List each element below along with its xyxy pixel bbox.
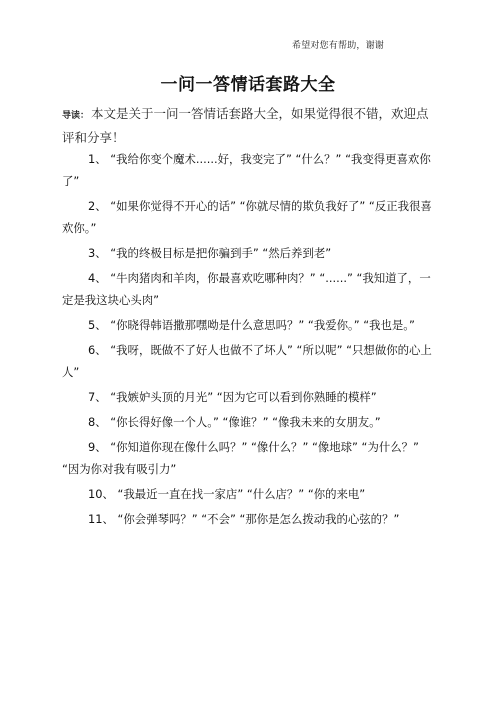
page-title: 一问一答情话套路大全 bbox=[160, 75, 336, 95]
list-item: 8、 “你长得好像一个人。” “像谁？” “像我未来的女朋友。” bbox=[88, 415, 381, 429]
list-item: 6、 “我呀，既做不了好人也做不了坏人” “所以呢” “只想做你的心上人” bbox=[62, 343, 432, 379]
list-item: 2、 “如果你觉得不开心的话” “你就尽情的欺负我好了” “反正我很喜欢你。” bbox=[62, 199, 432, 235]
list-item: 10、 “我最近一直在找一家店” “什么店？” “你的来电” bbox=[88, 487, 366, 501]
list-item: 5、 “你晓得韩语撒那嘿呦是什么意思吗？” “我爱你。” “我也是。” bbox=[88, 318, 415, 332]
pickup-lines-list bbox=[62, 148, 432, 533]
list-item: 7、 “我嫉妒头顶的月光” “因为它可以看到你熟睡的模样” bbox=[88, 390, 377, 404]
list-item: 9、 “你知道你现在像什么吗？” “像什么？” “像地球” “为什么？” “因为你对我有吸引力” bbox=[62, 440, 419, 476]
list-item: 11、 “你会弹琴吗？” “不会” “那你是怎么拨动我的心弦的？” bbox=[88, 512, 400, 526]
intro-text: 本文是关于一问一答情话套路大全，如果觉得很不错，欢迎点评和分享！ bbox=[62, 106, 429, 145]
intro-label: 导读： bbox=[62, 111, 90, 121]
list-item: 4、 “牛肉猪肉和羊肉，你最喜欢吃哪种肉？” “......” “我知道了，一定是我这块心头肉” bbox=[62, 271, 431, 307]
list-item: 1、 “我给你变个魔术......好，我变完了” “什么？” “我变得更喜欢你了” bbox=[62, 152, 431, 188]
list-item: 3、 “我的终极目标是把你骗到手” “然后养到老” bbox=[88, 246, 332, 260]
intro-paragraph bbox=[62, 103, 430, 149]
header-note: 希望对您有帮助，谢谢 bbox=[292, 41, 385, 51]
